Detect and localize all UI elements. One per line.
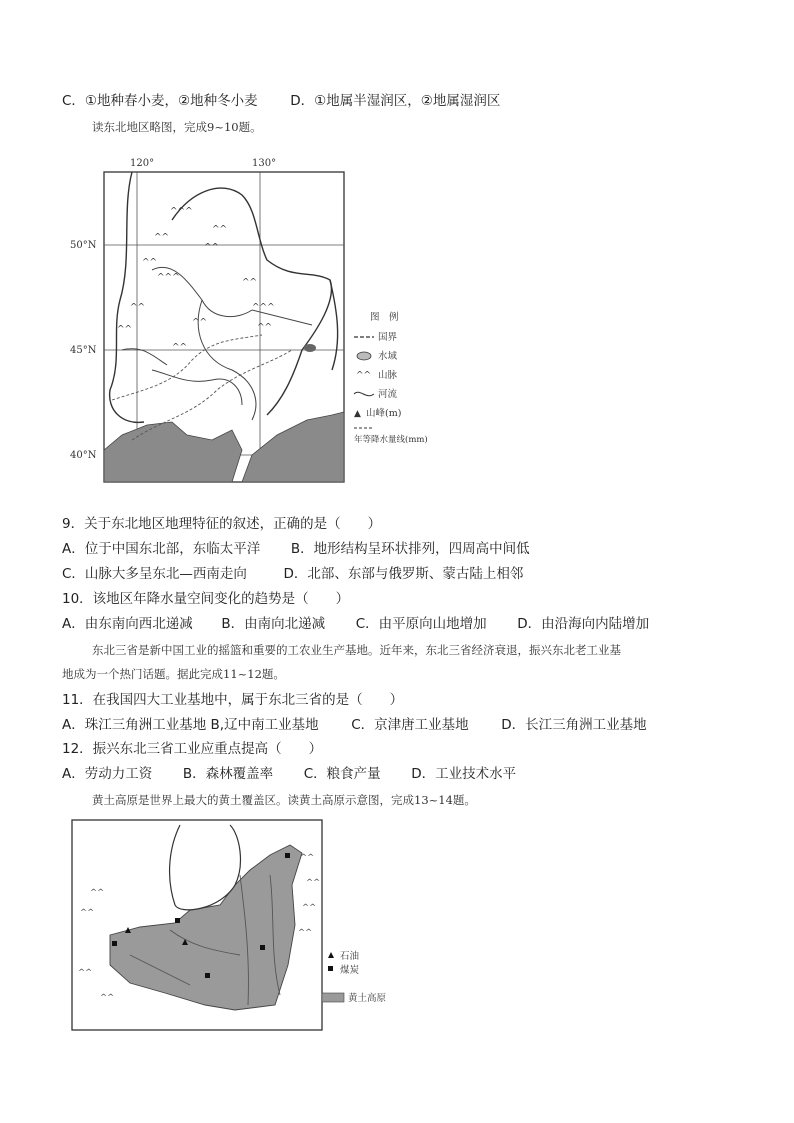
svg-text:^^: ^^ (100, 993, 115, 1003)
q10-options (62, 615, 649, 633)
svg-text:^^: ^^ (90, 888, 105, 898)
svg-text:^^: ^^ (306, 878, 321, 888)
q11-option-d: D．长江三角洲工业基地 (501, 717, 647, 733)
q11-options (62, 716, 647, 734)
q12-option-c: C．粮食产量 (303, 766, 381, 782)
q9-option-d: D．北部、东部与俄罗斯、蒙古陆上相邻 (283, 566, 524, 582)
svg-text:^^: ^^ (192, 318, 208, 328)
q12-option-d: D．工业技术水平 (411, 766, 517, 782)
svg-text:^^: ^^ (80, 908, 95, 918)
q8-option-d: D．①地属半湿润区，②地属湿润区 (290, 93, 501, 109)
lon-label-120: 120° (130, 158, 155, 169)
legend-loess-plateau: 黄土高原 (348, 993, 387, 1004)
svg-text:^^^: ^^^ (252, 303, 275, 313)
svg-text:^^: ^^ (300, 853, 315, 863)
svg-text:^^: ^^ (298, 928, 313, 938)
q11-option-ab: A．珠江三角洲工业基地 B,辽中南工业基地 (62, 717, 319, 733)
lat-label-40: 40°N (70, 450, 97, 461)
svg-text:^^: ^^ (242, 278, 258, 288)
lon-label-130: 130° (252, 158, 277, 169)
q10-option-d: D．由沿海向内陆增加 (517, 616, 650, 632)
lat-label-50: 50°N (70, 240, 97, 251)
q12-option-b: B．森林覆盖率 (182, 766, 274, 782)
intro-13-14: 黄土高原是世界上最大的黄土覆盖区。读黄土高原示意图，完成13~14题。 (92, 793, 476, 807)
q10-stem: 10．该地区年降水量空间变化的趋势是（ ） (62, 591, 350, 607)
q9-option-c: C．山脉大多呈东北—西南走向 (62, 566, 247, 582)
q10-option-c: C．由平原向山地增加 (355, 616, 487, 632)
svg-text:^^: ^^ (130, 303, 146, 313)
legend-title: 图 例 (370, 312, 399, 323)
q10-option-a: A．由东南向西北递减 (62, 616, 193, 632)
svg-text:^^: ^^ (117, 325, 133, 335)
intro-9-10: 读东北地区略图，完成9~10题。 (92, 120, 262, 134)
svg-text:^^: ^^ (204, 243, 220, 253)
legend-coal: 煤炭 (340, 965, 360, 976)
loess-plateau-map (70, 815, 430, 1035)
northeast-china-map (70, 150, 428, 495)
svg-text:^^: ^^ (356, 371, 372, 381)
legend-water: 水域 (378, 351, 398, 362)
svg-text:^^^: ^^^ (170, 207, 193, 217)
legend-river: 河流 (378, 389, 398, 400)
q9-options-ab (62, 540, 530, 558)
q11-option-c: C．京津唐工业基地 (351, 717, 469, 733)
svg-text:^^^: ^^^ (157, 273, 180, 283)
legend-oil: 石油 (340, 951, 360, 962)
q10-option-b: B．由南向北递减 (221, 616, 326, 632)
lat-label-45: 45°N (70, 345, 97, 356)
q11-stem: 11．在我国四大工业基地中，属于东北三省的是（ ） (62, 692, 404, 708)
svg-text:^^: ^^ (302, 903, 317, 913)
svg-text:^^: ^^ (78, 968, 93, 978)
q9-option-a: A．位于中国东北部，东临太平洋 (62, 541, 261, 557)
legend-mountain: 山脉 (378, 370, 398, 381)
svg-text:^^: ^^ (172, 343, 188, 353)
q8-options-cd (62, 92, 500, 110)
q9-options-cd (62, 565, 523, 583)
legend-border: 国界 (378, 332, 398, 343)
q9-stem: 9．关于东北地区地理特征的叙述，正确的是（ ） (62, 516, 382, 532)
svg-text:^^: ^^ (212, 225, 228, 235)
svg-text:^^: ^^ (142, 258, 158, 268)
svg-text:^^: ^^ (154, 233, 170, 243)
intro-11-12-line1: 东北三省是新中国工业的摇篮和重要的工农业生产基地。近年来，东北三省经济衰退，振兴东北老工业基 (92, 643, 621, 657)
legend-isohyet: 年等降水量线(mm) (354, 435, 428, 445)
svg-text:▲: ▲ (354, 409, 361, 419)
q12-option-a: A．劳动力工资 (62, 766, 153, 782)
intro-11-12-line2: 地成为一个热门话题。据此完成11~12题。 (62, 667, 285, 681)
q8-option-c: C．①地种春小麦，②地种冬小麦 (62, 93, 258, 109)
q12-options (62, 765, 516, 783)
q9-option-b: B．地形结构呈环状排列，四周高中间低 (290, 541, 530, 557)
legend-peak: 山峰(m) (366, 408, 402, 419)
svg-text:^^: ^^ (257, 323, 273, 333)
q12-stem: 12．振兴东北三省工业应重点提高（ ） (62, 741, 323, 757)
